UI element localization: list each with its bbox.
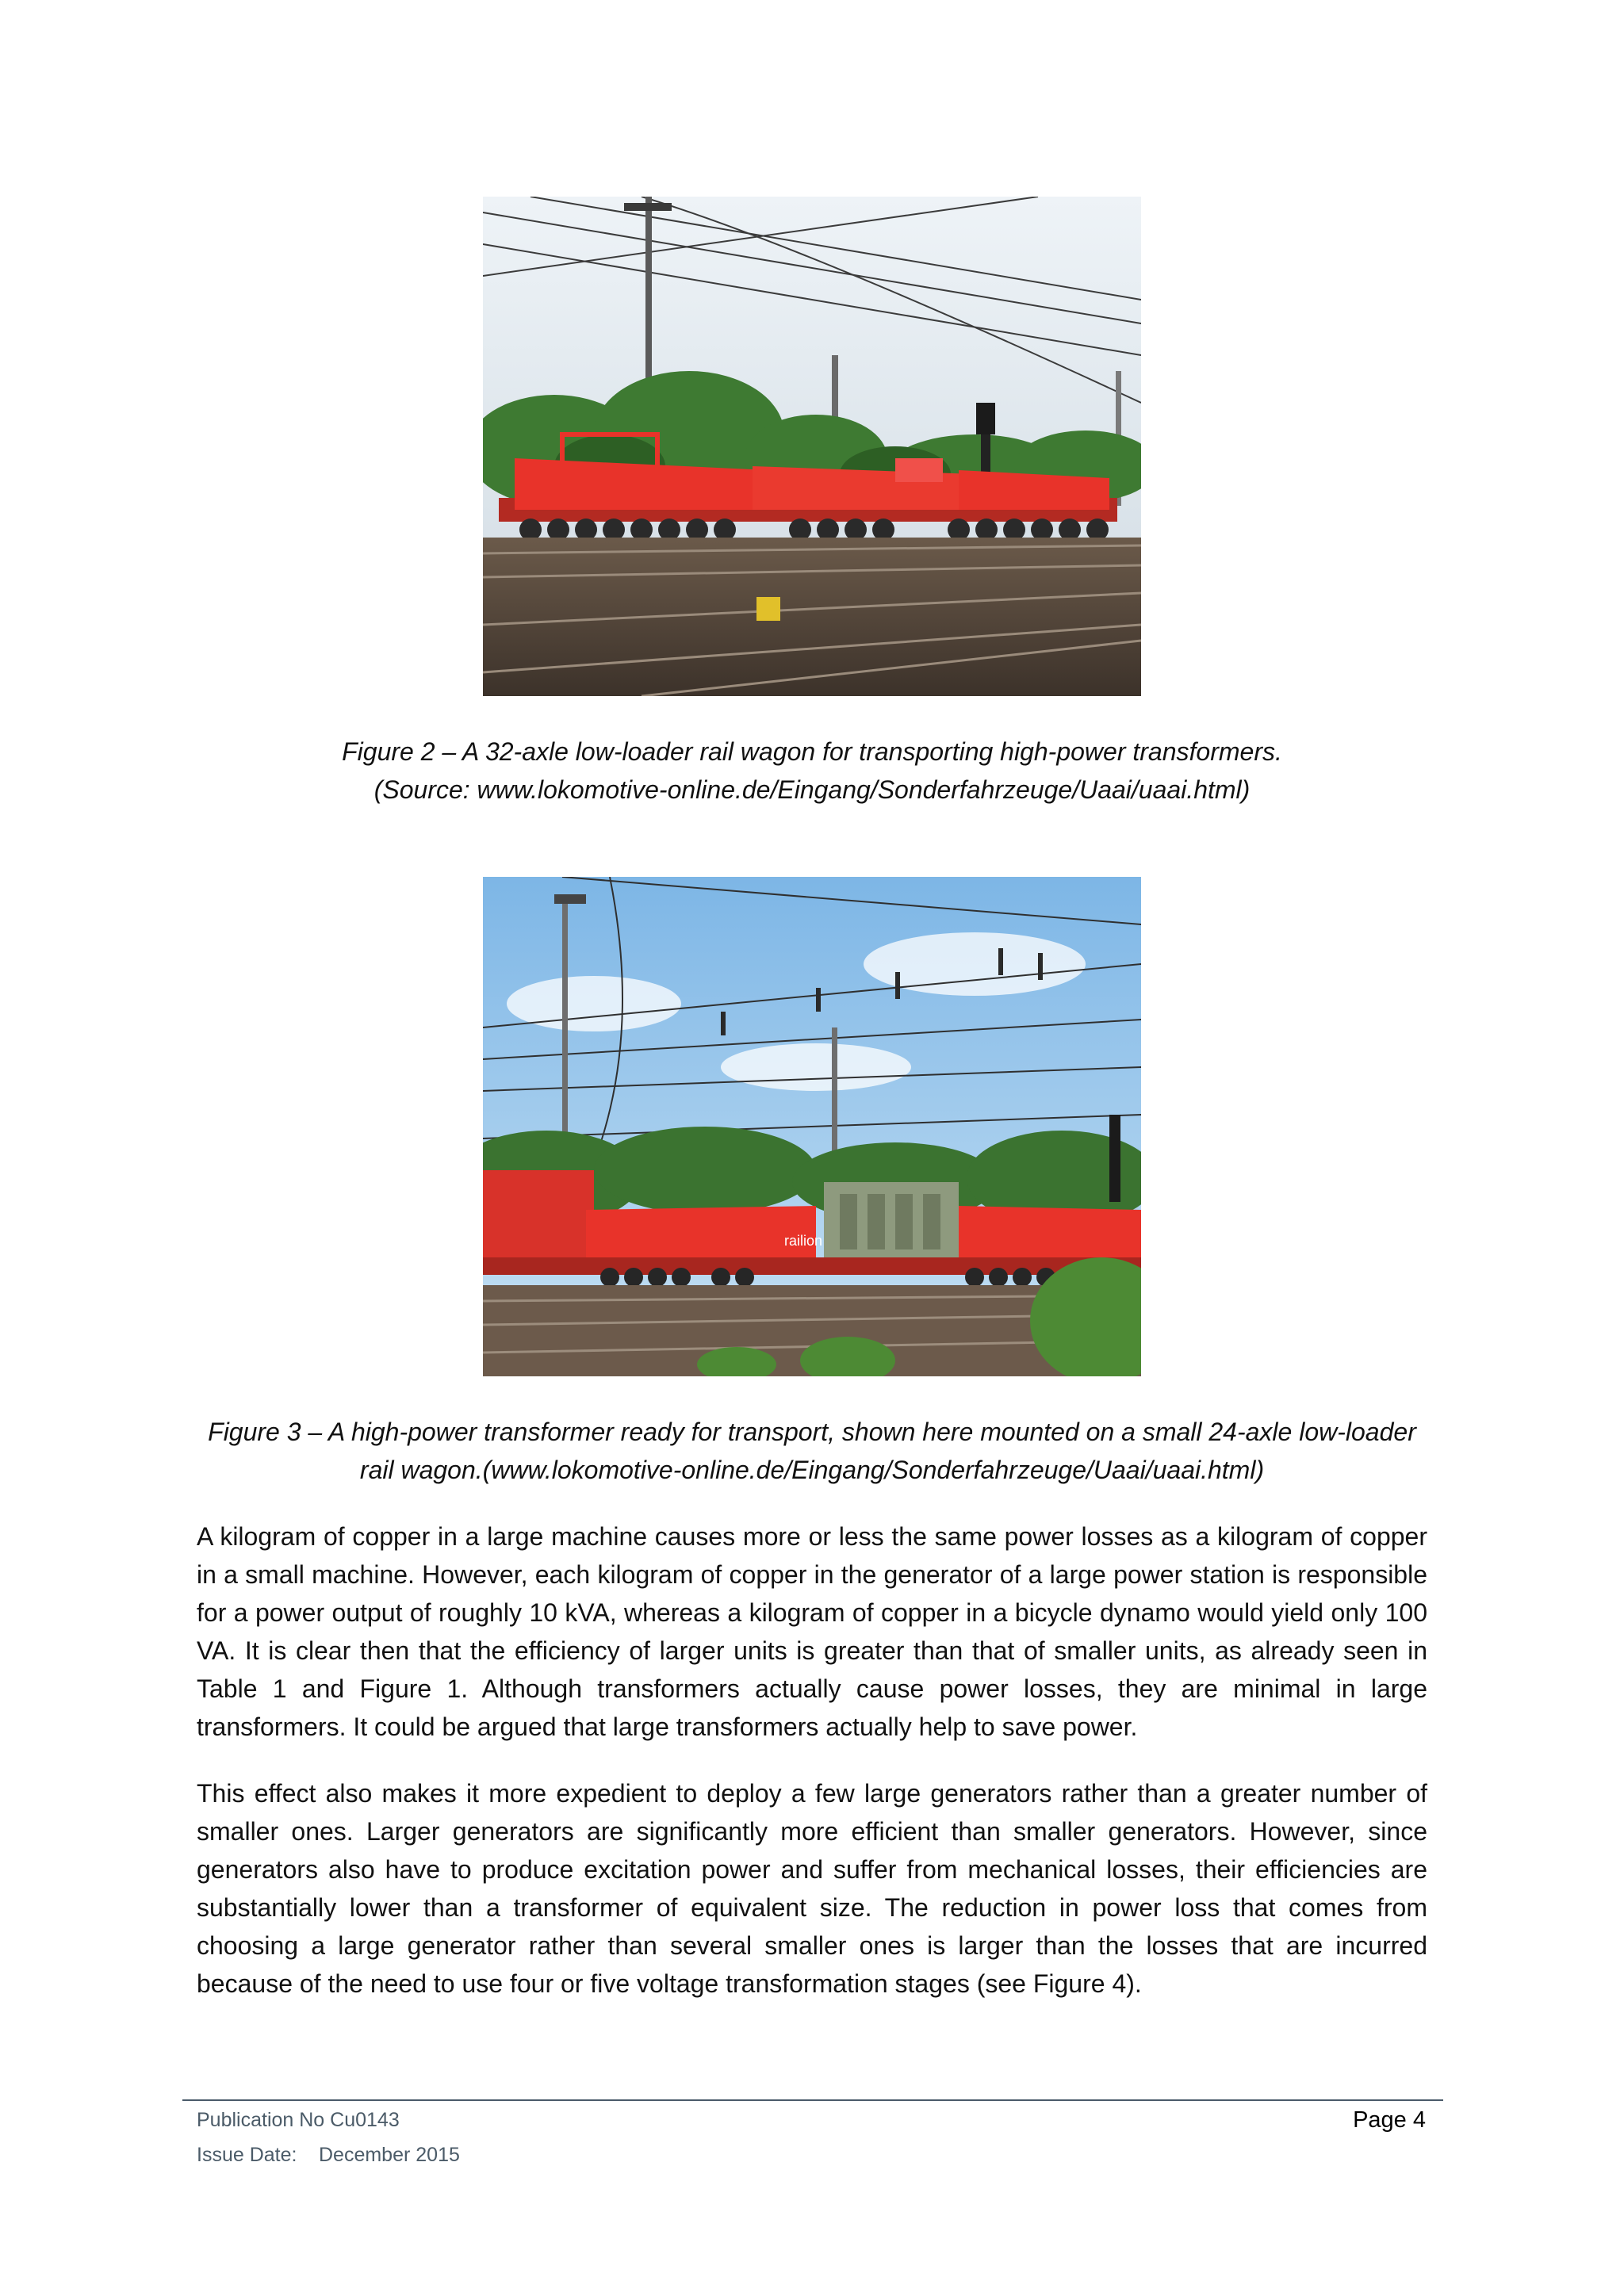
figure-2-caption (174, 733, 1450, 809)
figure-2-caption-source: (Source: www.lokomotive-online.de/Eingang/Sonderfahrzeuge/Uaai/uaai.html) (373, 775, 1251, 804)
body-paragraph-2: This effect also makes it more expedient to deploy a few large generators rather than a greater number of smaller ones. Larger generators are significantly more efficient than smaller generators. However, since generators also have to produce excitation power and suffer from mechanical losses, their efficiencies are substantially lower than a transformer of equivalent size. The reduction in power loss that comes from choosing a large generator rather than several smaller ones is larger than the losses that are incurred because of the need to use four or five voltage transformation stages (see Figure 4). (197, 1779, 1427, 1998)
issue-date-label: Issue Date: (197, 2144, 297, 2166)
figure-3-caption-line1: Figure 3 – A high-power transformer ready for transport, shown here mounted on a small 24-axle low-loader (208, 1418, 1416, 1446)
publication-number: Publication No Cu0143 (197, 2109, 400, 2131)
page-number: Page 4 (1353, 2107, 1426, 2133)
figure-2-photo (483, 197, 1141, 696)
body-paragraph-1: A kilogram of copper in a large machine causes more or less the same power losses as a kilogram of copper in a small machine. However, each kilogram of copper in the generator of a large power station is responsible for a power output of roughly 10 kVA, whereas a kilogram of copper in a bicycle dynamo would yield only 100 VA. It is clear then that the efficiency of larger units is greater than that of smaller units, as already seen in Table 1 and Figure 1. Although transformers actually cause power losses, they are minimal in large transformers. It could be argued that large transformers actually help to save power. (197, 1522, 1427, 1741)
figure-3-caption (174, 1413, 1450, 1489)
figure-3-caption-source: rail wagon.(www.lokomotive-online.de/Eingang/Sonderfahrzeuge/Uaai/uaai.html) (359, 1456, 1265, 1484)
wagon-lettering: railion (784, 1233, 823, 1249)
issue-date-value: December 2015 (319, 2144, 460, 2166)
footer-divider (182, 2099, 1443, 2101)
figure-3-photo (483, 877, 1141, 1376)
figure-2-caption-line1: Figure 2 – A 32-axle low-loader rail wagon for transporting high-power transformers. (342, 737, 1282, 766)
